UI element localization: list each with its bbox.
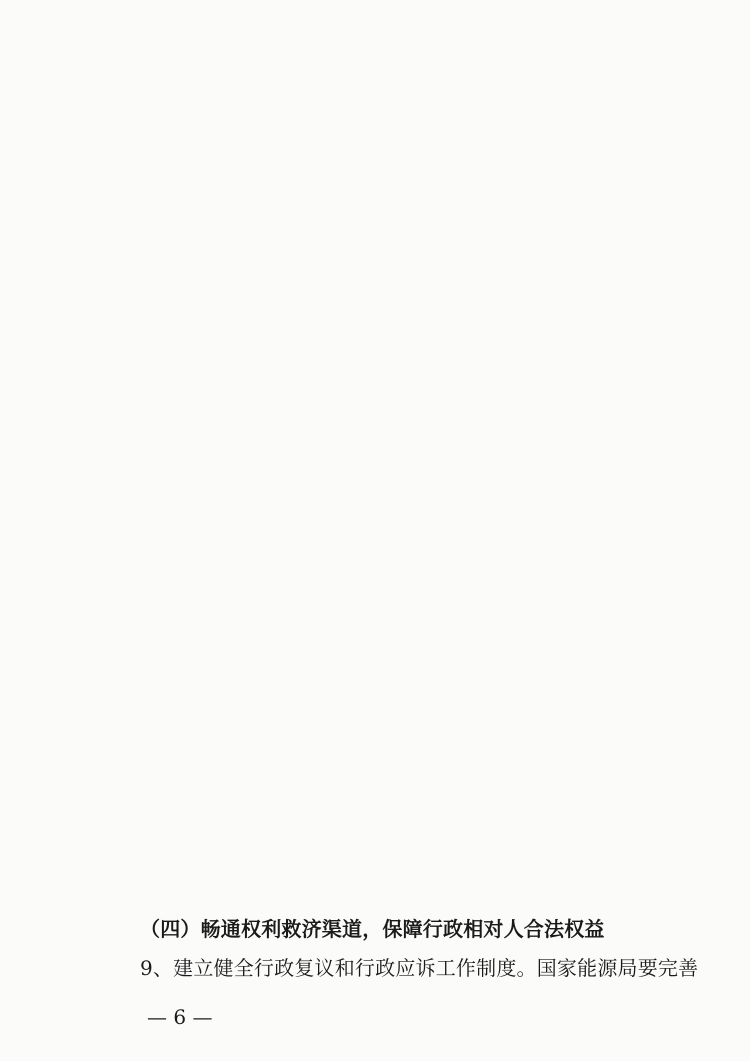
page-number: — 6 — [147, 1005, 213, 1029]
section-heading: （四）畅通权利救济渠道，保障行政相对人合法权益 [140, 917, 605, 941]
paragraph-line: 9、建立健全行政复议和行政应诉工作制度。国家能源局要完善 [140, 956, 699, 980]
